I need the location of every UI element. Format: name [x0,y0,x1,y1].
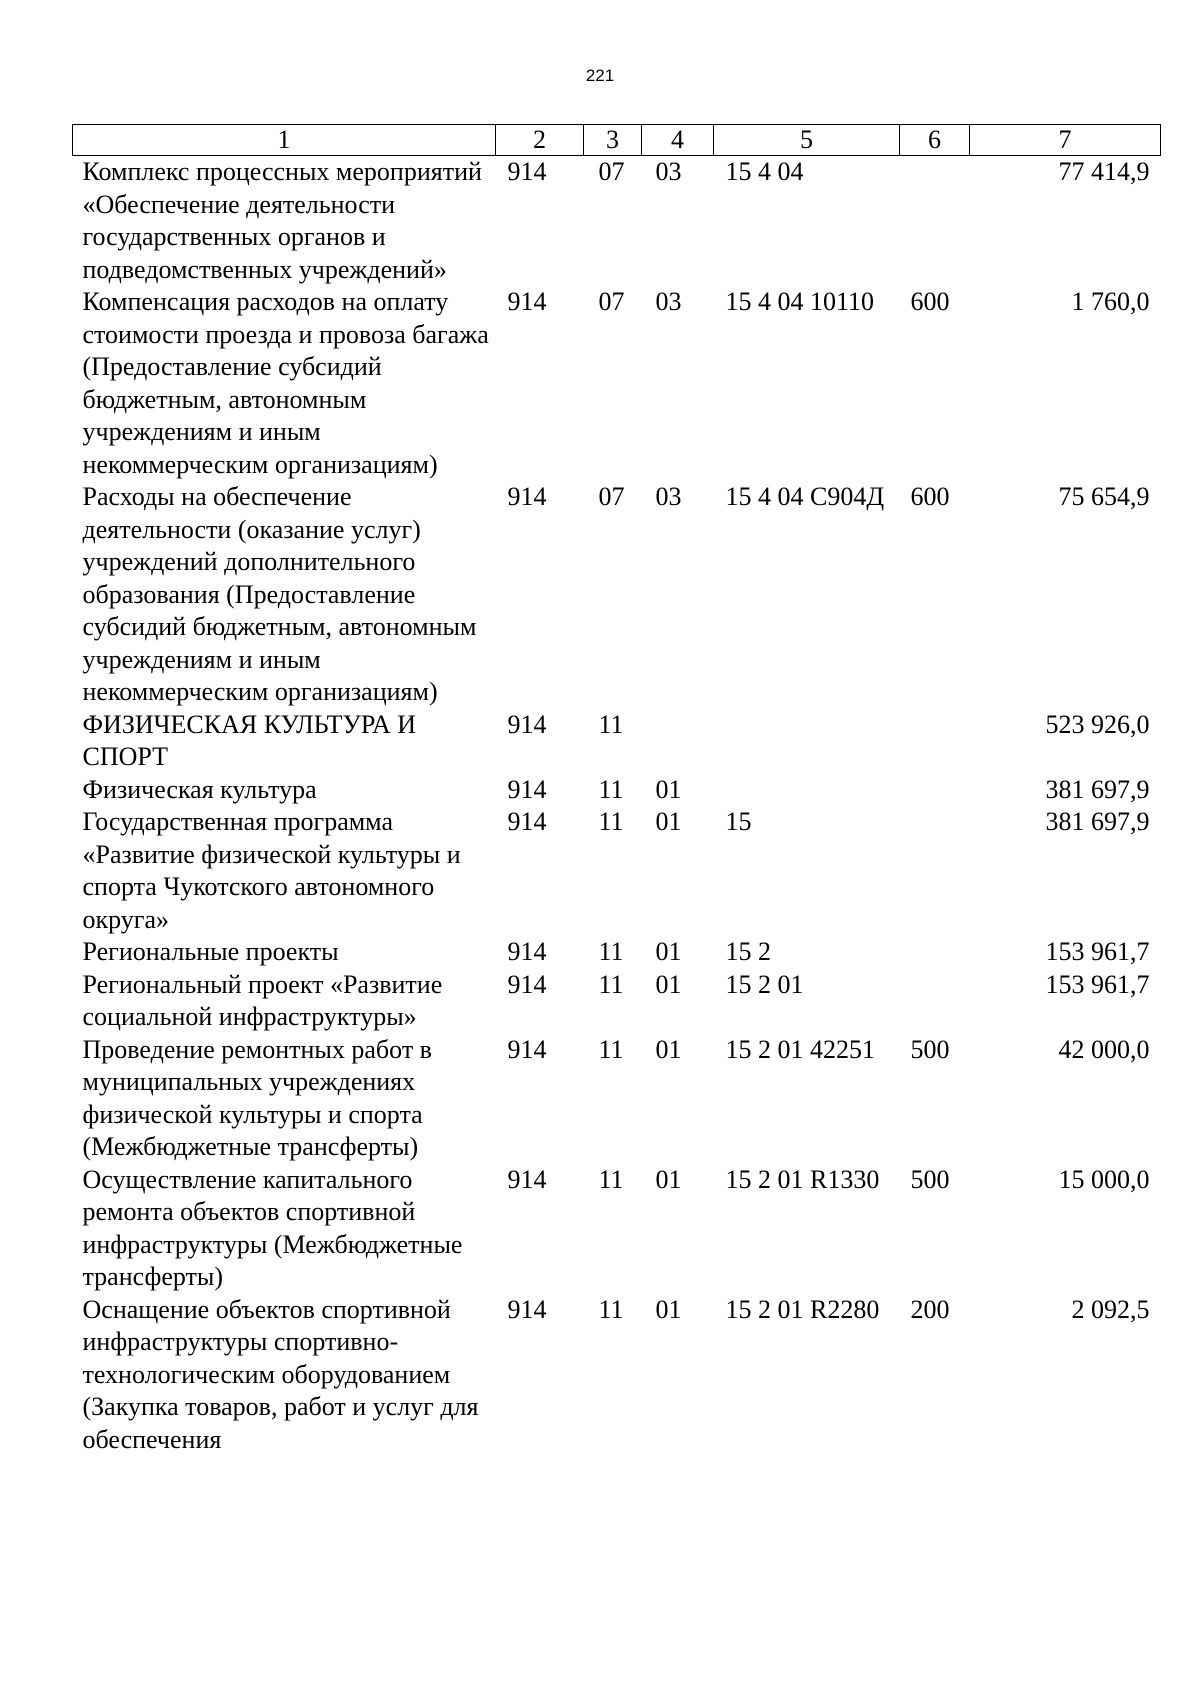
row-vr [900,774,970,807]
row-pr: 03 [655,157,682,186]
row-rz: 11 [598,1294,624,1324]
row-ved: 914 [507,1294,547,1324]
row-csr: 15 2 01 42251 [725,1034,875,1064]
row-rz: 11 [598,937,624,966]
table-row [73,481,1161,709]
row-rz: 07 [598,157,625,186]
row-csr: 15 4 04 10110 [725,287,875,316]
row-name: Региональные проекты [82,937,339,966]
row-rz: 11 [598,1034,624,1064]
row-sum: 75 654,9 [1058,482,1150,511]
row-pr: 03 [655,287,682,316]
row-name: Региональный проект «Развитие социальной инфраструктуры» [82,969,443,1031]
row-csr [714,709,900,774]
row-vr [900,936,970,969]
row-ved: 914 [507,709,547,739]
row-ved: 914 [507,1164,547,1194]
row-csr: 15 [725,807,752,836]
row-csr: 15 2 01 [725,969,804,999]
row-pr: 01 [655,1164,682,1194]
row-sum: 77 414,9 [1058,157,1150,186]
row-vr: 500 [910,1164,950,1194]
row-vr [900,969,970,1034]
row-name: Оснащение объектов спортивной инфраструктуры спортивно-технологическим оборудованием (Закупка товаров, работ и услуг для обеспечения [82,1294,479,1454]
row-sum: 523 926,0 [1045,709,1150,739]
column-header-sum: 7 [970,125,1161,156]
table-row [73,774,1161,807]
row-name: Осуществление капитального ремонта объектов спортивной инфраструктуры (Межбюджетные трансферты) [82,1164,463,1291]
row-pr: 03 [655,482,682,511]
row-ved: 914 [507,287,547,316]
row-sum: 42 000,0 [1058,1034,1150,1064]
row-ved: 914 [507,482,547,511]
row-rz: 07 [598,287,625,316]
page-number: 221 [585,66,615,85]
row-vr: 600 [910,482,950,511]
column-header-pr: 4 [642,125,714,156]
row-rz: 07 [598,482,625,511]
table-row [73,936,1161,969]
row-rz: 11 [598,969,624,999]
row-csr [714,774,900,807]
row-csr: 15 2 01 R2280 [725,1294,880,1324]
column-header-ved: 2 [496,125,584,156]
table-row [73,1034,1161,1164]
row-name: ФИЗИЧЕСКАЯ КУЛЬТУРА И СПОРТ [82,709,417,771]
table-row [73,156,1161,287]
row-name: Физическая культура [82,774,317,804]
row-ved: 914 [507,969,547,999]
row-sum: 2 092,5 [1071,1294,1150,1324]
row-name: Проведение ремонтных работ в муниципальных учреждениях физической культуры и спорта (Межбюджетные трансферты) [82,1034,432,1161]
row-pr: 01 [655,937,682,966]
row-pr: 01 [655,969,682,999]
table-row [73,286,1161,481]
row-pr: 01 [655,1034,682,1064]
row-vr: 600 [910,287,950,316]
table-row [73,1294,1161,1457]
row-rz: 11 [598,807,624,836]
row-ved: 914 [507,807,547,836]
row-name: Комплекс процессных мероприятий «Обеспечение деятельности государственных органов и подведомственных учреждений» [82,157,482,284]
row-rz: 11 [598,1164,624,1194]
column-header-vr: 6 [900,125,970,156]
row-vr: 200 [910,1294,950,1324]
row-sum: 381 697,9 [1045,774,1150,804]
row-csr: 15 4 04 С904Д [725,482,885,511]
column-header-csr: 5 [714,125,900,156]
row-vr: 500 [910,1034,950,1064]
row-sum: 153 961,7 [1045,937,1150,966]
row-pr: 01 [655,774,682,804]
row-sum: 153 961,7 [1045,969,1150,999]
table-row [73,709,1161,774]
row-pr: 01 [655,1294,682,1324]
row-name: Государственная программа «Развитие физической культуры и спорта Чукотского автономного округа» [82,807,461,934]
row-sum: 1 760,0 [1071,287,1150,316]
table-row [73,1164,1161,1294]
row-rz: 11 [598,709,624,739]
column-header-rz: 3 [584,125,642,156]
row-rz: 11 [598,774,624,804]
column-header-name: 1 [73,125,496,156]
row-csr: 15 2 01 R1330 [725,1164,880,1194]
row-ved: 914 [507,1034,547,1064]
row-pr: 01 [655,807,682,836]
table-row [73,969,1161,1034]
row-name: Компенсация расходов на оплату стоимости проезда и провоза багажа (Предоставление субсидий бюджетным, автономным учреждениям и иным некоммерческим организациям) [82,287,489,479]
table-header [73,125,1161,156]
row-vr [900,156,970,287]
row-vr [900,709,970,774]
row-ved: 914 [507,937,547,966]
row-name: Расходы на обеспечение деятельности (оказание услуг) учреждений дополнительного образования (Предоставление субсидий бюджетным, автономным учреждениям и иным некоммерческим организациям) [82,482,477,706]
row-ved: 914 [507,157,547,186]
header-row [73,125,1161,156]
row-sum: 381 697,9 [1045,807,1150,836]
row-sum: 15 000,0 [1058,1164,1150,1194]
row-csr: 15 2 [725,937,771,966]
row-vr [900,806,970,936]
row-ved: 914 [507,774,547,804]
row-pr [642,709,714,774]
budget-table [72,124,1161,1456]
row-csr: 15 4 04 [725,157,804,186]
table-row [73,806,1161,936]
table-body [73,156,1161,1457]
